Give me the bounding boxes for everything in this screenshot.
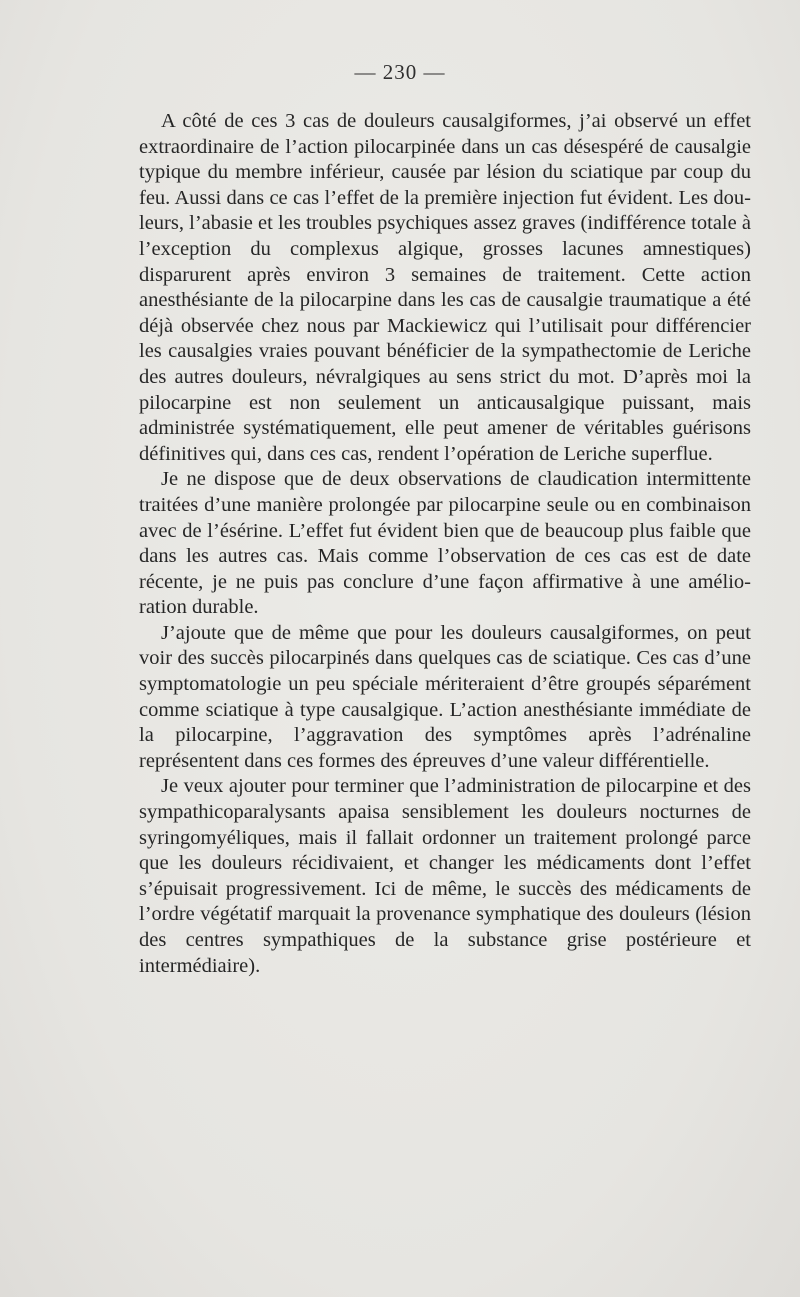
paragraph-2: Je ne dispose que de deux observations de claudication intermittente traitées d’une manière prolongée par pilocarpine seule ou en combinaison avec de l’ésérine. L’effet fut évident bien que de beaucoup plus faible que dans les autres cas. Mais comme l’observation de ces cas est de date récente, je ne puis pas conclure d’une façon affirmative à une amélioration durable. [139,468,751,619]
paragraph-4: Je veux ajouter pour terminer que l’administration de pilocarpine et des sympathicoparalysants apaisa sensiblement les douleurs nocturnes de syringomyéliques, mais il fallait ordonner un traitement prolongé parce que les douleurs récidivaient, et changer les médicaments dont l’effet s’épuisait progressivement. Ici de même, le succès des médicaments de l’ordre végétatif marquait la provenance symphatique des douleurs (lésion des centres sympathiques de la substance grise postérieure et intermédiaire). [139,775,751,977]
page-number: — 230 — [354,60,446,84]
paragraph-1: A côté de ces 3 cas de douleurs causalgiformes, j’ai observé un effet extraordinaire de l’action pilocarpinée dans un cas désespéré de causalgie typique du membre inférieur, causée par lésion du sciatique par coup du feu. Aussi dans ce cas l’effet de la première injection fut évident. Les douleurs, l’abasie et les troubles psychiques assez graves (indifférence totale à l’exception du complexus algique, grosses lacunes amnestiques) disparurent après environ 3 semaines de traitement. Cette action anesthésiante de la pilocarpine dans les cas de causalgie traumatique a été déjà observée chez nous par Mackiewicz qui l’utilisait pour différencier les causalgies vraies pouvant bénéficier de la sympathectomie de Leriche des autres douleurs, névralgiques au sens strict du mot. D’après moi la pilocarpine est non seulement un anticausalgique puissant, mais administrée systématiquement, elle peut amener de véritables guérisons définitives qui, dans ces cas, rendent l’opération de Leriche superflue. [139,110,751,465]
paragraph-3: J’ajoute que de même que pour les douleurs causalgiformes, on peut voir des succès pilocarpinés dans quelques cas de sciatique. Ces cas d’une symptomatologie un peu spéciale mériteraient d’être groupés séparément comme sciatique à type causalgique. L’action anesthésiante immédiate de la pilocarpine, l’aggravation des symptômes après l’adrénaline représentent dans ces formes des épreuves d’une valeur différentielle. [139,621,751,772]
body-text [139,109,751,979]
